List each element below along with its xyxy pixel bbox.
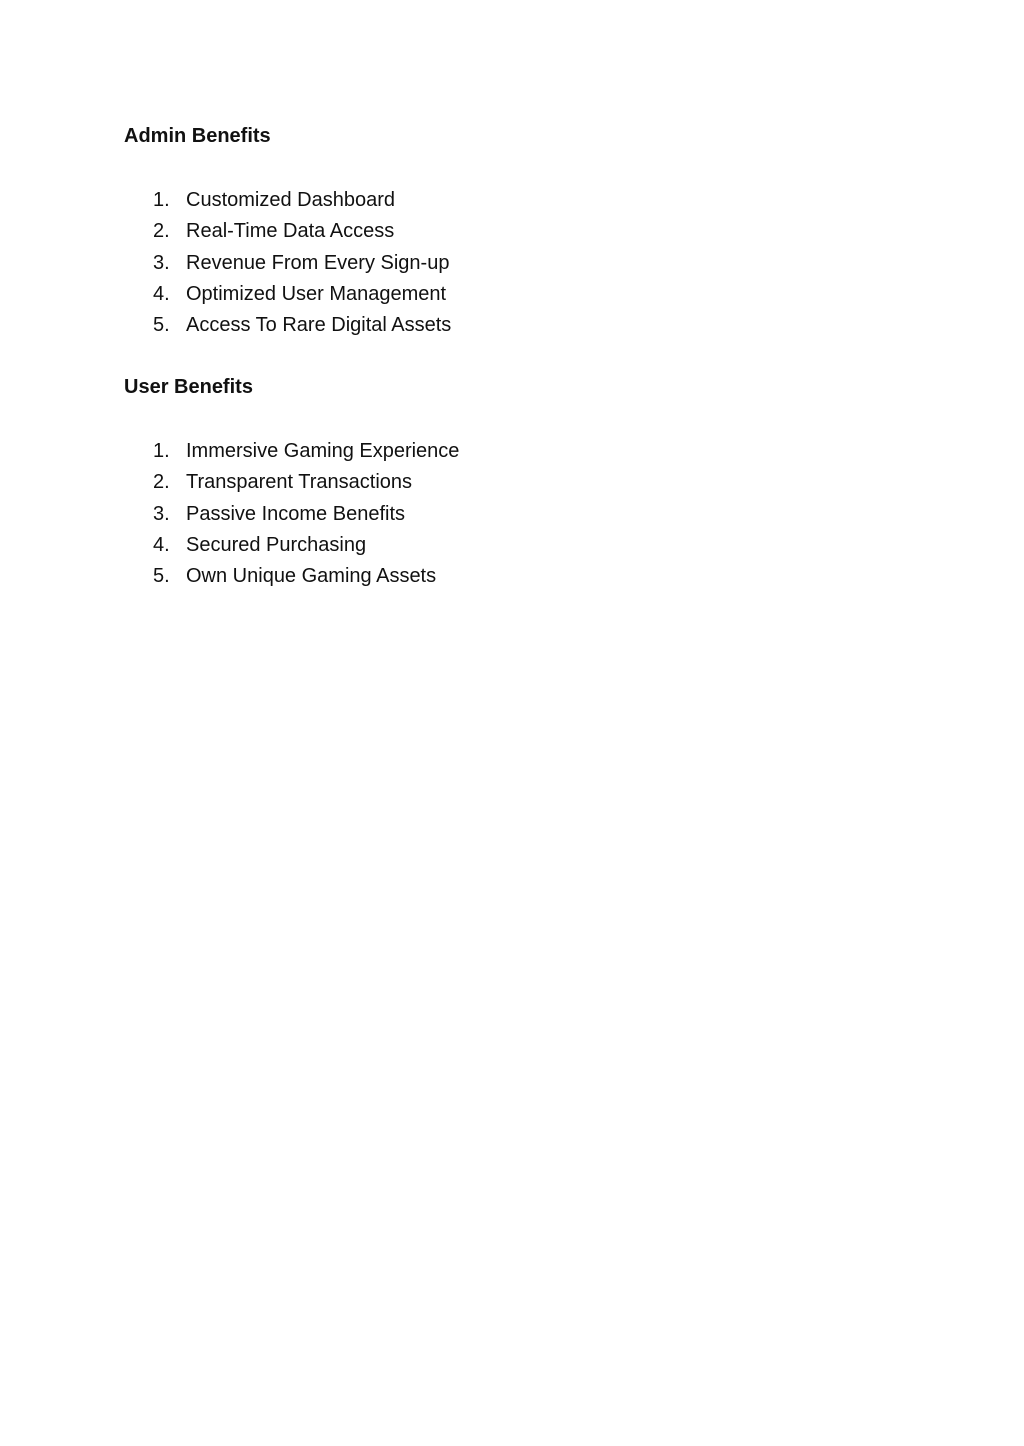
list-item-text: Transparent Transactions (186, 471, 413, 494)
list-item-text: Access To Rare Digital Assets (186, 314, 452, 337)
admin-benefits-heading: Admin Benefits (124, 125, 271, 147)
list-item-number: 5. (153, 314, 170, 337)
list-item-text: Secured Purchasing (186, 533, 367, 556)
list-item-number: 2. (153, 471, 170, 494)
user-benefits-heading: User Benefits (124, 376, 253, 398)
list-item-number: 3. (153, 502, 170, 525)
list-item-number: 4. (153, 282, 170, 305)
list-item-text: Passive Income Benefits (186, 502, 405, 525)
list-item-text: Immersive Gaming Experience (186, 440, 460, 462)
list-item-number: 3. (153, 251, 170, 274)
list-item-text: Optimized User Management (186, 282, 447, 305)
list-item-number: 5. (153, 565, 170, 588)
list-item-text: Customized Dashboard (186, 189, 395, 211)
list-item-text: Own Unique Gaming Assets (186, 565, 437, 588)
list-item-text: Real-Time Data Access (186, 220, 395, 243)
list-item-number: 1. (153, 189, 170, 211)
list-item-text: Revenue From Every Sign-up (186, 251, 450, 274)
list-item-number: 2. (153, 220, 170, 243)
list-item-number: 1. (153, 440, 170, 462)
list-item-number: 4. (153, 533, 170, 556)
